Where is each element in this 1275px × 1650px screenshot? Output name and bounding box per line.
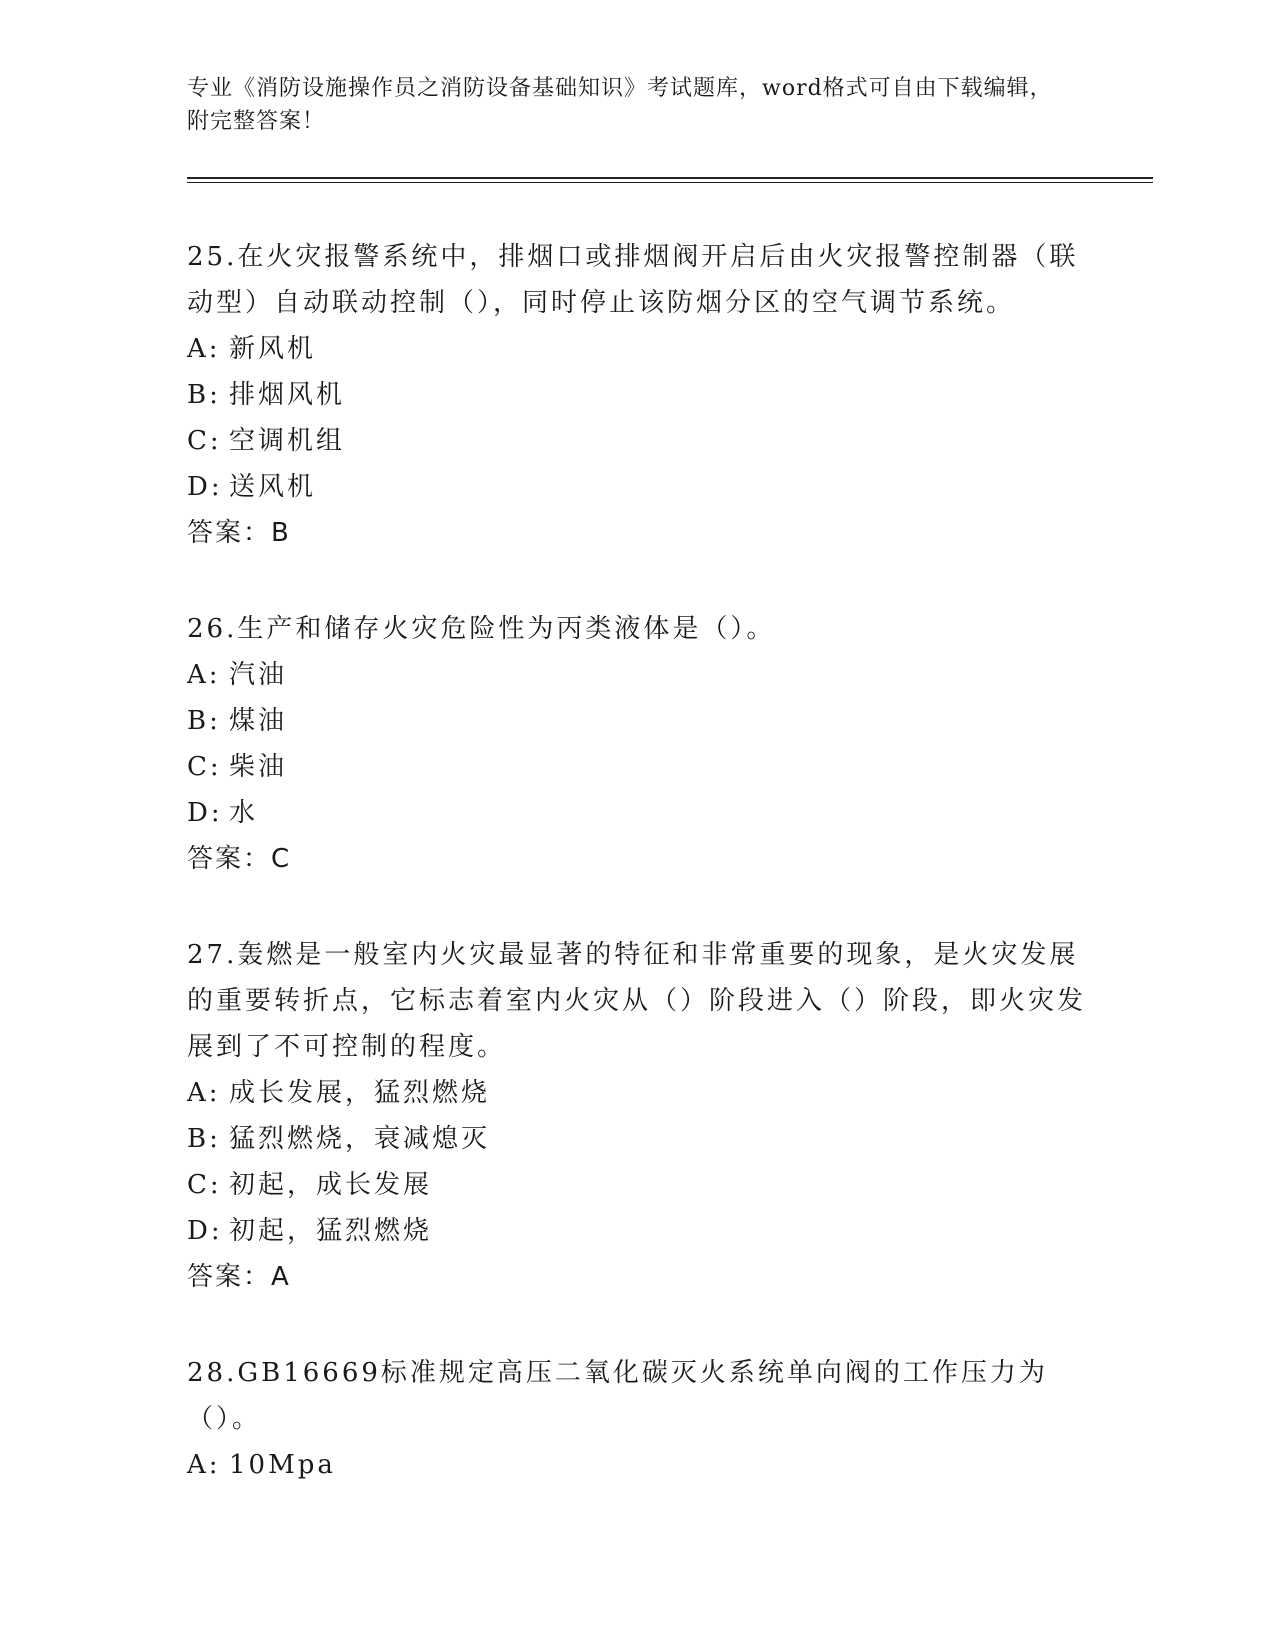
option-text: 汽油 (229, 660, 288, 690)
question-text: 25.在火灾报警系统中，排烟口或排烟阀开启后由火灾报警控制器（联动型）自动联动控制（），同时停止该防烟分区的空气调节系统。 (187, 242, 1079, 318)
option-text: 水 (229, 798, 259, 828)
option-key: D: (187, 472, 223, 502)
option-item (187, 1442, 1087, 1488)
option-item (187, 652, 1087, 698)
option-text: 排烟风机 (229, 380, 346, 410)
option-key: A: (187, 334, 221, 364)
option-key: D: (187, 1216, 223, 1246)
option-item (187, 790, 1087, 836)
header-divider-bottom (187, 182, 1153, 183)
option-item (187, 418, 1087, 464)
option-item (187, 372, 1087, 418)
option-item (187, 326, 1087, 372)
option-key: A: (187, 660, 221, 690)
question-text: 26.生产和储存火灾危险性为丙类液体是（）。 (187, 614, 776, 644)
question-item (187, 932, 1087, 1300)
option-text: 煤油 (229, 706, 288, 736)
option-text: 柴油 (229, 752, 288, 782)
question-item (187, 1350, 1087, 1488)
document-header: 专业《消防设施操作员之消防设备基础知识》考试题库，word格式可自由下载编辑，附完整答案！ (187, 76, 1053, 134)
option-text: 送风机 (229, 472, 317, 502)
question-text: 28.GB16669标准规定高压二氧化碳灭火系统单向阀的工作压力为（）。 (187, 1358, 1048, 1434)
option-text: 初起，猛烈燃烧 (229, 1216, 433, 1246)
option-key: A: (187, 1078, 221, 1108)
option-key: B: (187, 706, 221, 736)
answer-text: 答案：A (187, 1262, 291, 1292)
option-text: 空调机组 (229, 426, 346, 456)
answer-text: 答案：C (187, 844, 292, 874)
question-item (187, 234, 1087, 556)
option-key: C: (187, 426, 222, 456)
option-text: 成长发展，猛烈燃烧 (229, 1078, 491, 1108)
question-text: 27.轰燃是一般室内火灾最显著的特征和非常重要的现象，是火灾发展的重要转折点，它标志着室内火灾从（）阶段进入（）阶段，即火灾发展到了不可控制的程度。 (187, 940, 1087, 1062)
option-item (187, 698, 1087, 744)
answer-text: 答案：B (187, 518, 291, 548)
option-item (187, 464, 1087, 510)
option-key: B: (187, 380, 221, 410)
option-item (187, 1116, 1087, 1162)
option-key: D: (187, 798, 223, 828)
option-key: C: (187, 1170, 222, 1200)
option-item (187, 744, 1087, 790)
option-text: 初起，成长发展 (229, 1170, 433, 1200)
option-key: C: (187, 752, 222, 782)
option-key: B: (187, 1124, 221, 1154)
option-item (187, 1162, 1087, 1208)
question-list (187, 234, 1087, 1538)
option-text: 新风机 (229, 334, 317, 364)
option-item (187, 1208, 1087, 1254)
option-item (187, 1070, 1087, 1116)
option-text: 10Mpa (229, 1450, 336, 1480)
option-text: 猛烈燃烧，衰减熄灭 (229, 1124, 491, 1154)
option-key: A: (187, 1450, 221, 1480)
question-item (187, 606, 1087, 882)
header-divider-top (187, 177, 1153, 179)
